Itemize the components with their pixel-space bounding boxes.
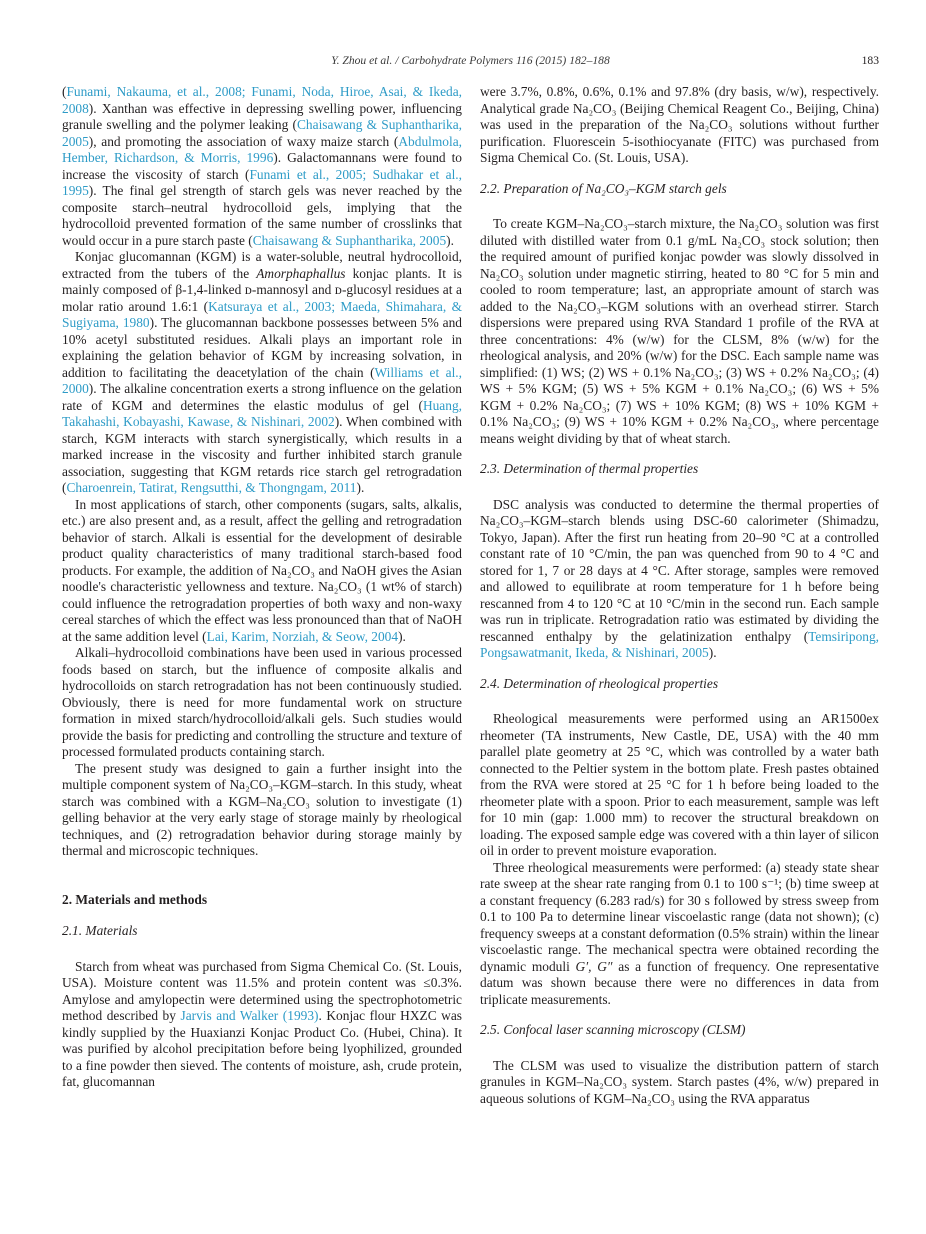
paragraph xyxy=(62,249,462,497)
text-run: 2.2. Preparation of Na₂CO₃–KGM starch gels xyxy=(480,180,727,196)
subsection-heading xyxy=(480,676,879,693)
text-run: The CLSM was used to visualize the distribution pattern of starch granules in KGM–Na₂CO₃ system. Starch pastes (4%, w/w) prepared in aqueous solutions of KGM–Na₂CO₃ using the RVA apparatus xyxy=(480,1057,879,1106)
text-run: ). The final gel strength of starch gels was never reached by the composite starch–neutral hydrocolloid gels, implying that the hydrocolloid prevented formation of the same number of crosslinks that would occur in a pure starch paste ( xyxy=(62,183,462,248)
paragraph xyxy=(62,645,462,761)
section-heading xyxy=(62,892,462,909)
right-column xyxy=(480,84,879,1107)
text-run: ). xyxy=(446,232,454,248)
text-run: To create KGM–Na₂CO₃–starch mixture, the Na₂CO₃ solution was first diluted with distilled water from 0.1 g/mL Na₂CO₃ stock solution; then the required amount of purified konjac powder was slowly dissolved in Na₂CO₃ solution under magnetic stirring, heated to 80 °C for 5 min and cooled to room temperature; last, an appropriate amount of starch was added to the Na₂CO₃–KGM solutions with an overhead stirrer. Starch dispersions were prepared using RVA Standard 1 profile of the RVA at three concentrations: 4% (w/w) for the CLSM, 8% (w/w) for the rheological analysis, and 20% (w/w) for the DSC. Each sample name was simplified: (1) WS; (2) WS + 0.1% Na₂CO₃; (3) WS + 0.2% Na₂CO₃; (4) WS + 5% KGM; (5) WS + 5% KGM + 0.1% Na₂CO₃; (6) WS + 5% KGM + 0.2% Na₂CO₃; (7) WS + 10% KGM; (8) WS + 10% KGM + 0.1% Na₂CO₃; (9) WS + 10% KGM + 0.2% Na₂CO₃, where percentage means weight dividing by that of wheat starch. xyxy=(480,216,879,446)
text-run: 2.3. Determination of thermal properties xyxy=(480,461,699,476)
citation-link[interactable]: Williams et al., 2000 xyxy=(62,364,463,396)
text-run: ). xyxy=(398,628,406,644)
running-title: Y. Zhou et al. / Carbohydrate Polymers 116 (2015) 182–188 xyxy=(331,54,610,67)
text-run: were 3.7%, 0.8%, 0.6%, 0.1% and 97.8% (dry basis, w/w), respectively. Analytical grade Na₂CO₃ (Beijing Chemical Reagent Co., Beijing, China) was used in the preparation of the Na₂CO₃ solutions without further purification. Fluorescein 5-isothiocyanate (FITC) was purchased from Sigma Chemical Co. (St. Louis, USA). xyxy=(480,84,879,165)
paragraph xyxy=(480,216,879,447)
citation-link[interactable]: Chaisawang & Suphantharika, 2005 xyxy=(62,117,462,149)
citation-link[interactable]: Jarvis and Walker (1993) xyxy=(180,1008,319,1023)
text-run: ). The alkaline concentration exerts a strong influence on the gelation rate of KGM and determines the elastic modulus of gel ( xyxy=(62,381,462,413)
citation-link[interactable]: Funami, Nakauma, et al., 2008; Funami, Noda, Hiroe, Asai, & Ikeda, 2008 xyxy=(62,84,462,116)
text-run: Rheological measurements were performed using an AR1500ex rheometer (TA instruments, New Castle, DE, USA) with the 40 mm parallel plate geometry at 25 °C, which was controlled by a water bath connected to the Peltier system in the bottom plate. Fresh pastes obtained from the RVA were stored at 25 °C for 1 h before being loaded to the rheometer plate with a spoon. Prior to each measurement, sample was left for 10 min (gap: 1.000 mm) to recover the structural breakdown on loading. The exposed sample edge was covered with a thin layer of silicon oil in order to prevent moisture evaporation. xyxy=(480,711,879,858)
citation-link[interactable]: Abdulmola, Hember, Richardson, & Morris, 1996 xyxy=(62,133,462,165)
paragraph xyxy=(62,497,462,646)
italic-text: G′, G″ xyxy=(575,958,613,974)
text-run: Alkali–hydrocolloid combinations have been used in various processed foods based on starch, but the influence of composite alkalis and hydrocolloids on starch retrogradation has not been continuously studied. Obviously, there is need for more fundamental work on structure formation in mixed starch/hydrocolloid/alkali gels. Such studies would provide the basis for predicting and controlling the structure and texture of processed formulated products containing starch. xyxy=(62,645,462,759)
paragraph xyxy=(480,497,879,662)
citation-link[interactable]: Temsiripong, Pongsawatmanit, Ikeda, & Nishinari, 2005 xyxy=(480,628,879,660)
paragraph xyxy=(480,860,879,1009)
italic-text: Amorphaphallus xyxy=(256,265,346,281)
citation-link[interactable]: Funami et al., 2005; Sudhakar et al., 1995 xyxy=(62,166,463,198)
citation-link[interactable]: Chaisawang & Suphantharika, 2005 xyxy=(252,232,447,248)
paragraph xyxy=(62,84,462,249)
text-run: ). The glucomannan backbone possesses between 5% and 10% acetyl substituted residues. Alkali plays an important role in explaining the gelation behavior of KGM by increasing solvation, in addition to facilitating the deacetylation of the chain ( xyxy=(62,315,462,380)
text-run: DSC analysis was conducted to determine the thermal properties of Na₂CO₃–KGM–starch blends using DSC-60 calorimeter (Shimadzu, Tokyo, Japan). After the first run heating from 20–90 °C at a controlled constant rate of 10 °C/min, the pan was quenched from 90 to 4 °C and stored for 1, 7 or 28 days at 4 °C. After storage, samples were removed and allowed to equilibrate at room temperature for 1 h before being rescanned from 4 to 120 °C at 10 °C/min in the second run. Each sample was run in triplicate. Retrogradation ratio was estimated by dividing the rescanned enthalpy by the gelatinization enthalpy ( xyxy=(480,496,879,644)
text-run: ). When combined with starch, KGM interacts with starch synergistically, which results in a marked increase in the viscosity and further inhibited starch granule association, suggesting that KGM retards rice starch gel retrogradation ( xyxy=(62,414,462,495)
text-run: ). Galactomannans were found to increase the viscosity of starch ( xyxy=(62,150,462,182)
page-number: 183 xyxy=(861,54,879,67)
text-run: ), and promoting the association of waxy maize starch ( xyxy=(88,133,399,149)
subsection-heading xyxy=(480,1022,879,1039)
text-run: In most applications of starch, other components (sugars, salts, alkalis, etc.) are also present and, as a result, affect the gelling and retrogradation behavior of starch. Alkali is essential for the development of desirable product quality characteristics of many traditional starch-based food products. For example, the addition of Na₂CO₃ and NaOH gives the Asian noodle's characteristic yellowness and texture. Na₂CO₃ (1 wt% of starch) could influence the retrogradation properties of both waxy and non-waxy cereal starches of which the effect was less pronounced than that of NaOH at the same addition level ( xyxy=(62,496,462,644)
left-column xyxy=(62,84,462,1107)
citation-link[interactable]: Huang, Takahashi, Kobayashi, Kawase, & Nishinari, 2002 xyxy=(62,397,462,429)
text-run: 2.4. Determination of rheological properties xyxy=(480,675,719,691)
text-run: konjac plants. It is mainly composed of β-1,4-linked ᴅ-mannosyl and ᴅ-glucosyl residues at a molar ratio around 1.6:1 ( xyxy=(62,265,463,314)
subsection-heading xyxy=(62,923,462,940)
text-run: The present study was designed to gain a further insight into the multiple component system of Na₂CO₃–KGM–starch. In this study, wheat starch was combined with a KGM–Na₂CO₃ solution to investigate (1) gelling behavior at the very early stage of storage mainly by rheological techniques, and (2) retrogradation behavior during storage mainly by thermal and microscopic techniques. xyxy=(62,760,462,858)
text-run: Starch from wheat was purchased from Sigma Chemical Co. (St. Louis, USA). Moisture content was 11.5% and protein content was ≤0.3%. Amylose and amylopectin were determined using the spectrophotometric method described by xyxy=(62,958,462,1023)
text-run: 2. Materials and methods xyxy=(62,891,208,907)
text-run: ). xyxy=(356,480,365,495)
citation-link[interactable]: Lai, Karim, Norziah, & Seow, 2004 xyxy=(206,628,399,644)
subsection-heading xyxy=(480,181,879,198)
text-run: ( xyxy=(62,84,67,99)
citation-link[interactable]: Katsuraya et al., 2003; Maeda, Shimahara, & Sugiyama, 1980 xyxy=(62,298,462,330)
paragraph xyxy=(480,1058,879,1108)
paragraph xyxy=(62,761,462,860)
text-run: Three rheological measurements were performed: (a) steady state shear rate sweep at the shear rate ranging from 0.1 to 100 s⁻¹; (b) time sweep at a constant frequency (6.283 rad/s) for 30 s followed by stress sweep from 0.1 to 100 Pa to determine linear viscoelastic range (data not shown); (c) frequency sweeps at a constant deformation (0.5% strain) within the linear viscoelastic range. The mechanical spectra were obtained recording the dynamic moduli xyxy=(480,859,879,974)
citation-link[interactable]: Charoenrein, Tatirat, Rengsutthi, & Thongngam, 2011 xyxy=(66,480,357,495)
text-run: ). Xanthan was effective in depressing swelling power, influencing granule swelling and the polymer leaking ( xyxy=(62,100,462,132)
paragraph xyxy=(480,84,879,167)
text-run: 2.5. Confocal laser scanning microscopy (CLSM) xyxy=(480,1022,746,1037)
text-run: . Konjac flour HXZC was kindly supplied by the Huaxianzi Konjac Product Co. (Hubei, China). It was purified by alcohol precipitation before being lyophilized, grounded to a fine powder then sieved. The contents of moisture, ash, crude protein, fat, glucomannan xyxy=(62,1008,462,1089)
two-column-body xyxy=(62,84,880,1107)
paragraph xyxy=(480,711,879,860)
paragraph xyxy=(62,959,462,1091)
running-header xyxy=(62,54,879,68)
text-run: Konjac glucomannan (KGM) is a water-soluble, neutral hydrocolloid, extracted from the tubers of the xyxy=(62,249,462,281)
subsection-heading xyxy=(480,461,879,478)
text-run: as a function of frequency. One representative datum was shown because there were no differences in data from triplicate measurements. xyxy=(480,958,879,1007)
text-run: 2.1. Materials xyxy=(62,923,138,938)
text-run: ). xyxy=(708,645,717,660)
